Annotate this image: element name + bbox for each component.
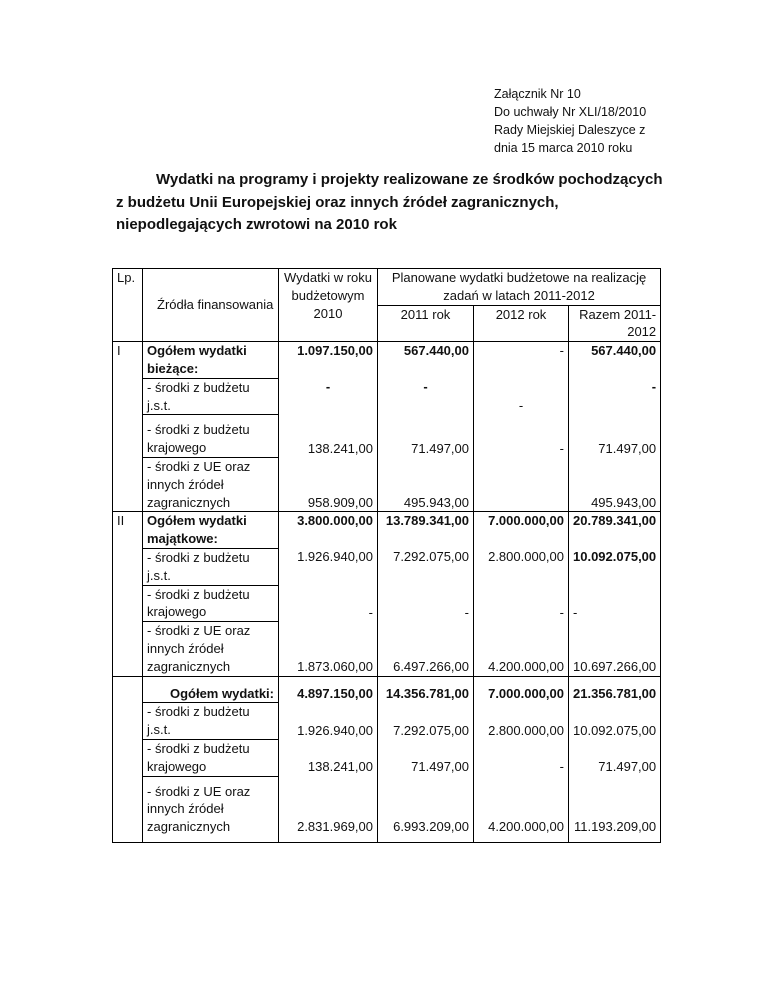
section-number: II	[113, 512, 143, 676]
cell-value: 2.831.969,00	[279, 776, 378, 836]
table-row	[113, 703, 661, 740]
cell-value: -	[279, 585, 378, 622]
table-row	[113, 457, 661, 511]
spacer-cell	[378, 836, 474, 843]
cell-value: 7.000.000,00	[474, 685, 569, 703]
cell-value: 13.789.341,00	[378, 512, 474, 549]
cell-value: -	[474, 342, 569, 379]
table-row	[113, 585, 661, 622]
cell-value: 567.440,00	[569, 342, 661, 379]
annex-resolution: Do uchwały Nr XLI/18/2010	[494, 105, 647, 119]
cell-value: 71.497,00	[569, 415, 661, 458]
title-line-3: niepodlegających zwrotowi na 2010 rok	[116, 216, 397, 233]
table-row	[113, 776, 661, 836]
row-label: - środki z UE oraz innych źródeł zagranicznych	[143, 622, 279, 676]
section-title: Ogółem wydatki majątkowe:	[143, 512, 279, 549]
cell-value: 138.241,00	[279, 415, 378, 458]
table-row	[113, 685, 661, 703]
header-lp: Lp.	[113, 269, 143, 342]
cell-value: 21.356.781,00	[569, 685, 661, 703]
cell-value: 10.092.075,00	[569, 548, 661, 585]
cell-value: 2.800.000,00	[474, 548, 569, 585]
cell-value: 1.926.940,00	[279, 548, 378, 585]
header-exp2010: Wydatki w roku budżetowym 2010	[279, 269, 378, 342]
spacer-cell	[474, 836, 569, 843]
section-number: I	[113, 342, 143, 512]
cell-value: 20.789.341,00	[569, 512, 661, 549]
spacer-cell	[143, 836, 279, 843]
annex-council: Rady Miejskiej Daleszyce z	[494, 123, 646, 137]
cell-value: 138.241,00	[279, 739, 378, 776]
header-planned: Planowane wydatki budżetowe na realizację zadań w latach 2011-2012	[378, 269, 661, 306]
cell-value: 1.097.150,00	[279, 342, 378, 379]
cell-value: -	[279, 378, 378, 415]
cell-value: 6.993.209,00	[378, 776, 474, 836]
cell-value: 7.292.075,00	[378, 703, 474, 740]
expenditure-table	[112, 268, 661, 843]
spacer-cell	[474, 676, 569, 685]
cell-value: 4.897.150,00	[279, 685, 378, 703]
cell-value: -	[474, 415, 569, 458]
cell-value: 3.800.000,00	[279, 512, 378, 549]
cell-value: 71.497,00	[378, 415, 474, 458]
spacer-cell	[569, 676, 661, 685]
table-row	[113, 548, 661, 585]
annex-reference	[494, 85, 646, 157]
spacer-cell	[143, 676, 279, 685]
header-source: Źródła finansowania	[143, 269, 279, 342]
cell-value: -	[378, 378, 474, 415]
cell-value: 71.497,00	[378, 739, 474, 776]
cell-value: 1.926.940,00	[279, 703, 378, 740]
cell-value: 14.356.781,00	[378, 685, 474, 703]
table-row	[113, 415, 661, 458]
cell-value: -	[474, 585, 569, 622]
title-line-1: Wydatki na programy i projekty realizowane ze środków pochodzących	[156, 171, 663, 188]
section-title: Ogółem wydatki bieżące:	[143, 342, 279, 379]
cell-value: 495.943,00	[569, 457, 661, 511]
cell-value: 4.200.000,00	[474, 776, 569, 836]
cell-value: 495.943,00	[378, 457, 474, 511]
lp-blank	[113, 676, 143, 836]
cell-value: 10.697.266,00	[569, 622, 661, 676]
cell-value: -	[569, 378, 661, 415]
document-title	[116, 169, 676, 237]
spacer-cell	[378, 676, 474, 685]
cell-value: -	[378, 585, 474, 622]
cell-value: 71.497,00	[569, 739, 661, 776]
header-2011: 2011 rok	[378, 305, 474, 342]
header-2012: 2012 rok	[474, 305, 569, 342]
annex-date: dnia 15 marca 2010 roku	[494, 141, 633, 155]
row-label: - środki z budżetu krajowego	[143, 415, 279, 458]
spacer-cell	[279, 836, 378, 843]
cell-value: -	[569, 585, 661, 622]
cell-value: 567.440,00	[378, 342, 474, 379]
cell-value: 7.292.075,00	[378, 548, 474, 585]
row-label: - środki z budżetu krajowego	[143, 585, 279, 622]
cell-value: 2.800.000,00	[474, 703, 569, 740]
table-row	[113, 342, 661, 379]
table-row	[113, 378, 661, 415]
annex-number: Załącznik Nr 10	[494, 87, 581, 101]
cell-value: 7.000.000,00	[474, 512, 569, 549]
cell-value: -	[474, 378, 569, 415]
row-label: - środki z budżetu j.s.t.	[143, 703, 279, 740]
spacer-row	[113, 676, 661, 685]
row-label: - środki z budżetu j.s.t.	[143, 548, 279, 585]
section-title: Ogółem wydatki:	[143, 685, 279, 703]
table-row	[113, 622, 661, 676]
spacer-cell	[113, 836, 143, 843]
cell-value: 4.200.000,00	[474, 622, 569, 676]
title-line-2: z budżetu Unii Europejskiej oraz innych źródeł zagranicznych,	[116, 193, 559, 211]
cell-value: 11.193.209,00	[569, 776, 661, 836]
header-row	[113, 269, 661, 306]
row-label: - środki z UE oraz innych źródeł zagranicznych	[143, 776, 279, 836]
cell-value: 958.909,00	[279, 457, 378, 511]
cell-value: 10.092.075,00	[569, 703, 661, 740]
row-label: - środki z budżetu krajowego	[143, 739, 279, 776]
row-label: - środki z UE oraz innych źródeł zagranicznych	[143, 457, 279, 511]
row-label: - środki z budżetu j.s.t.	[143, 378, 279, 415]
table-row	[113, 739, 661, 776]
table-row	[113, 512, 661, 549]
cell-value: 6.497.266,00	[378, 622, 474, 676]
bottom-spacer	[113, 836, 661, 843]
cell-value	[474, 457, 569, 511]
cell-value: 1.873.060,00	[279, 622, 378, 676]
cell-value: -	[474, 739, 569, 776]
header-total: Razem 2011-2012	[569, 305, 661, 342]
spacer-cell	[279, 676, 378, 685]
